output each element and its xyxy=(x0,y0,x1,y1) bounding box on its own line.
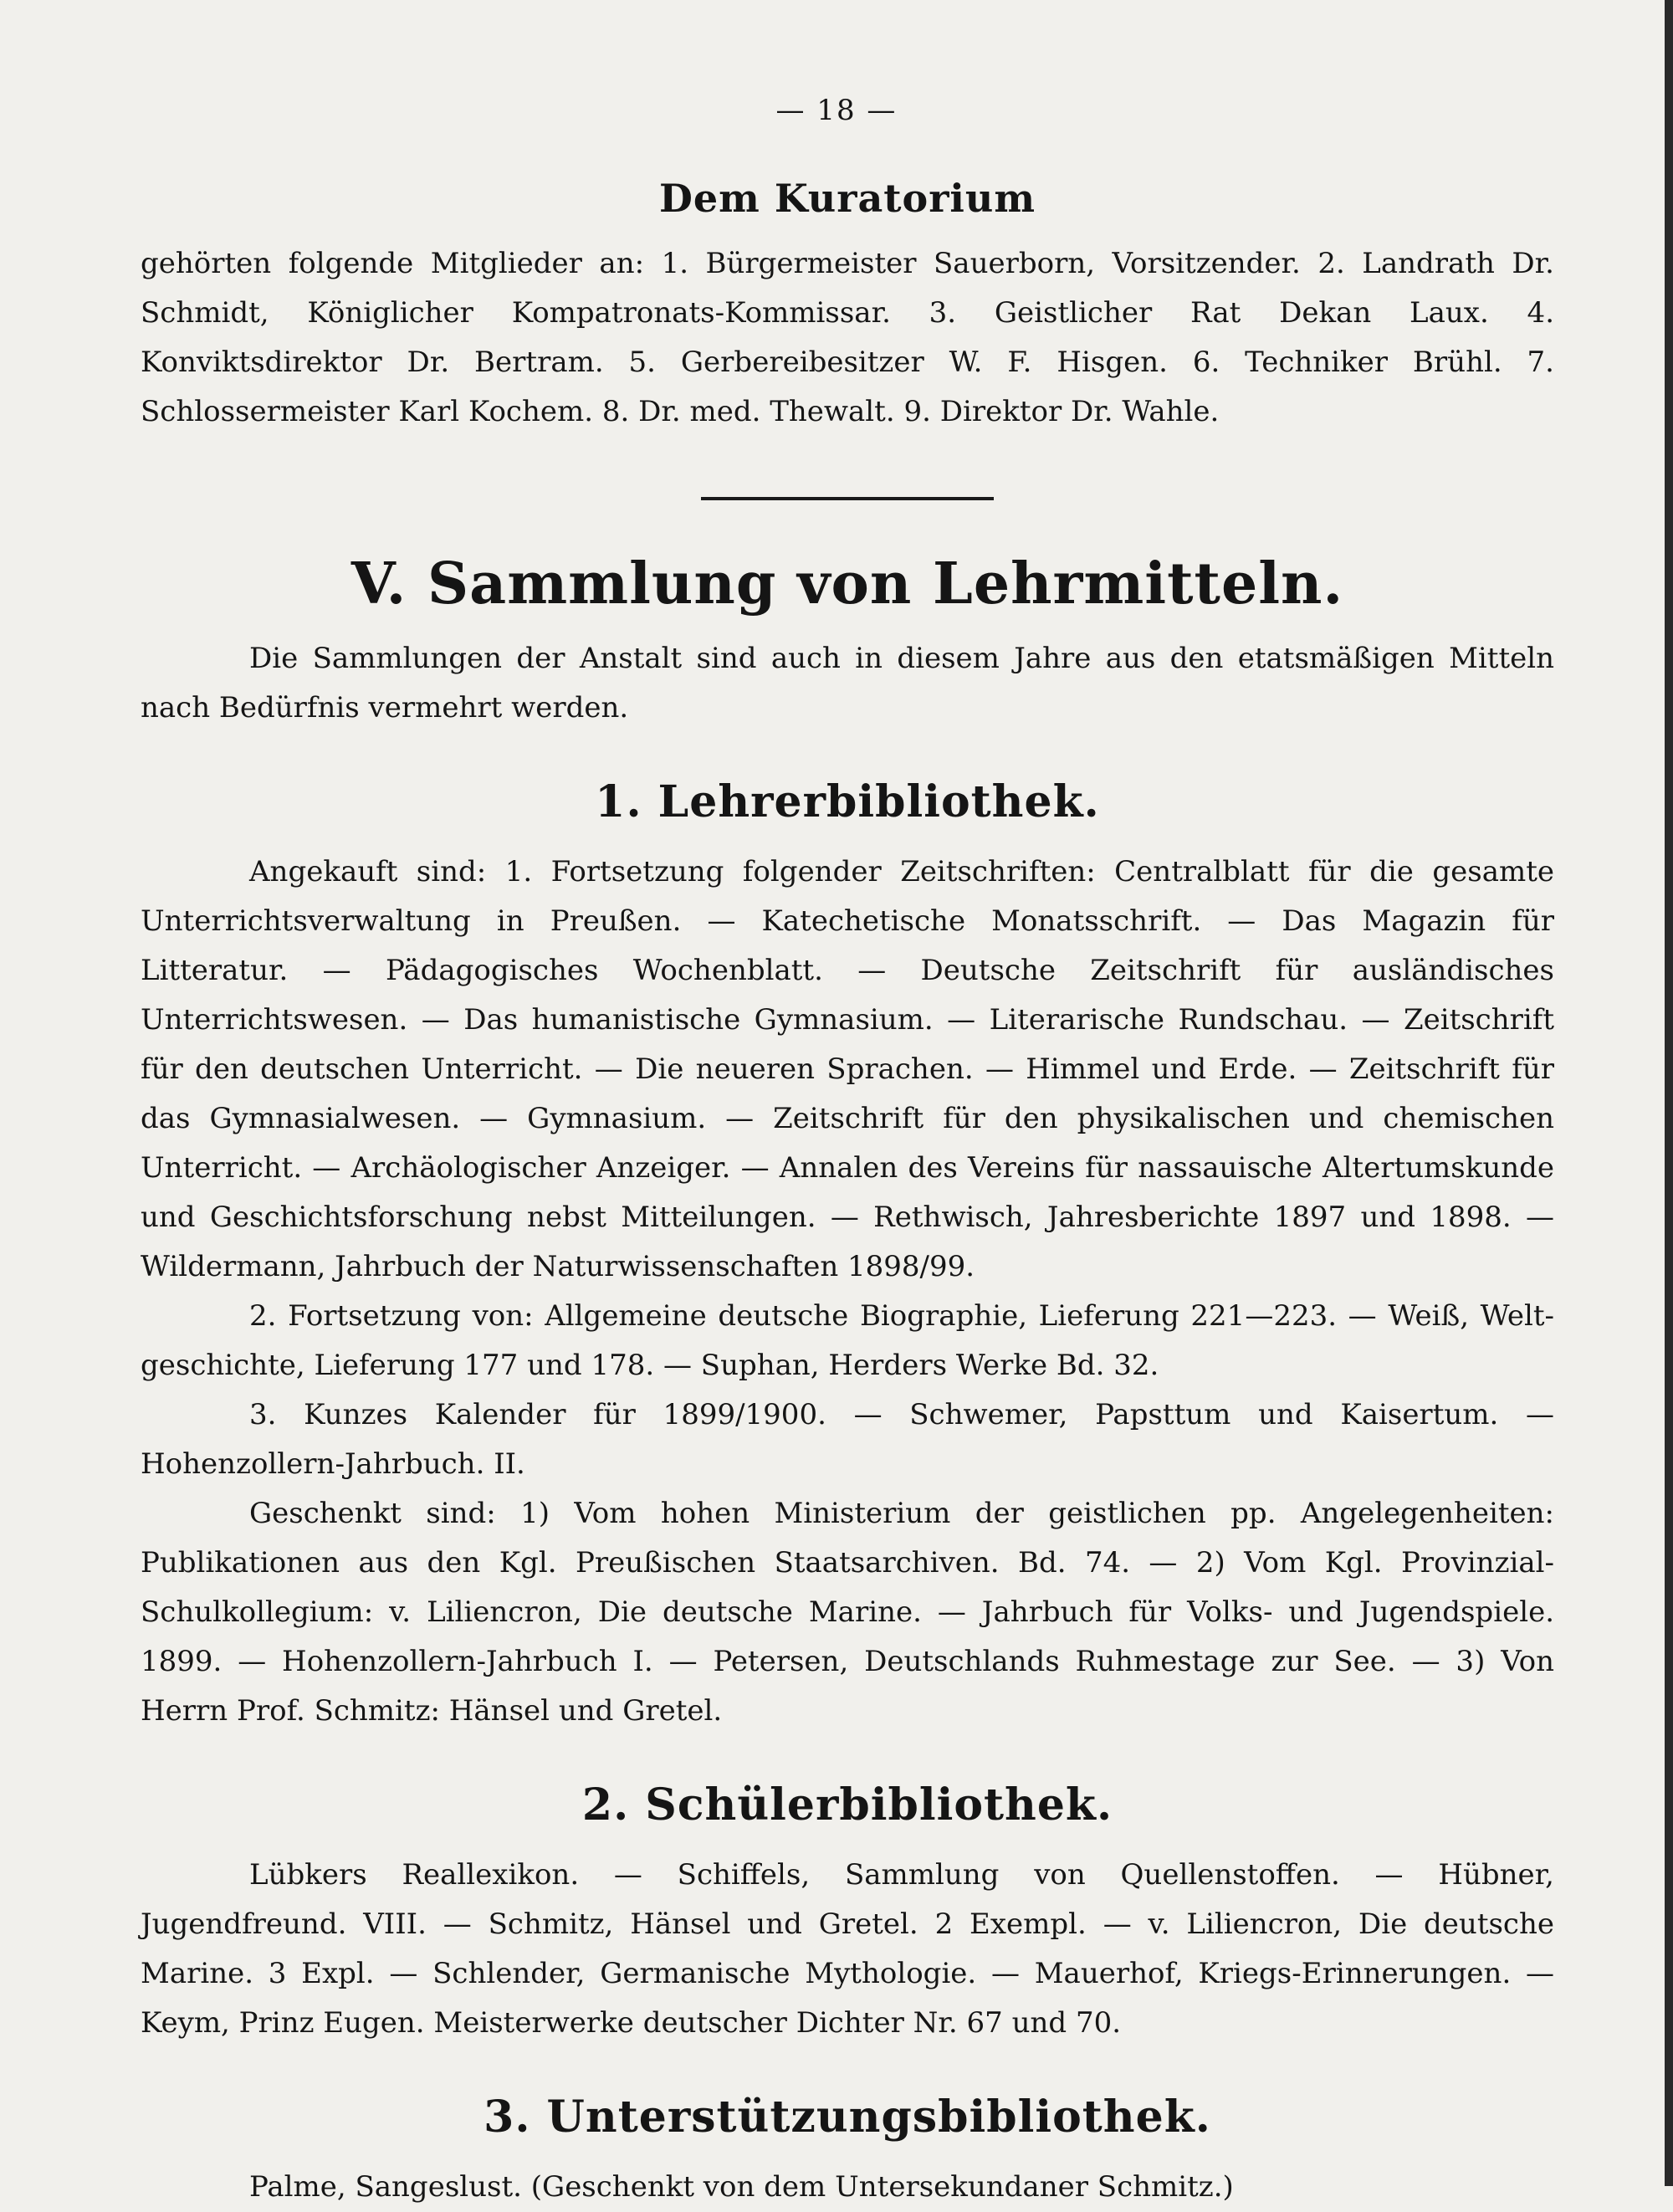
lehrerbibliothek-paragraph: Geschenkt sind: 1) Vom hohen Ministerium der geistlichen pp. Angelegenheiten: Publikationen aus den Kgl. Preußischen Staatsarchiven. Bd. 74. — 2) Vom Kgl. Provinzial-Schulkollegium: v. Liliencron, Die deutsche Marine. — Jahrbuch für Volks- und Jugendspiele. 1899. — Hohenzollern-Jahrbuch I. — Petersen, Deutschlands Ruhmestage zur See. — 3) Von Herrn Prof. Schmitz: Hänsel und Gretel. xyxy=(141,1497,1554,1728)
schuelerbibliothek-text: Lübkers Reallexikon. — Schiffels, Sammlung von Quellenstoffen. — Hübner, Jugendfreund. VIII. — Schmitz, Hänsel und Gretel. 2 Exempl. — v. Liliencron, Die deutsche Marine. 3 Expl. — Schlender, Germanische Mythologie. — Mauerhof, Kriegs-Erinnerungen. — Keym, Prinz Eugen. Meisterwerke deutscher Dichter Nr. 67 und 70. xyxy=(141,1858,1554,2040)
section-v-intro: Die Sammlungen der Anstalt sind auch in diesem Jahre aus den etatsmäßigen Mitteln nach Bedürfnis vermehrt werden. xyxy=(141,642,1554,725)
lehrerbibliothek-paragraph: Angekauft sind: 1. Fortsetzung folgender Zeitschriften: Centralblatt für die gesamte Unterrichtsverwaltung in Preußen. — Katechetische Monatsschrift. — Das Magazin für Litteratur. — Pädagogisches Wochenblatt. — Deutsche Zeitschrift für ausländisches Unterrichtswesen. — Das humanistische Gymnasium. — Literarische Rundschau. — Zeitschrift für den deutschen Unterricht. — Die neueren Sprachen. — Himmel und Erde. — Zeitschrift für das Gymnasialwesen. — Gymnasium. — Zeitschrift für den physikalischen und chemischen Unterricht. — Archäologischer Anzeiger. — Annalen des Vereins für nassauische Altertumskunde und Geschichtsforschung nebst Mitteilungen. — Rethwisch, Jahresberichte 1897 und 1898. — Wildermann, Jahrbuch der Naturwissenschaften 1898/99. xyxy=(141,855,1554,1283)
schuelerbibliothek-heading: 2. Schülerbibliothek. xyxy=(581,1779,1113,1831)
lehrerbibliothek-paragraph: 3. Kunzes Kalender für 1899/1900. — Schwemer, Papsttum und Kaisertum. — Hohenzollern-Jahrbuch. II. xyxy=(141,1398,1554,1481)
lehrerbibliothek-heading: 1. Lehrerbibliothek. xyxy=(595,776,1100,827)
document-body xyxy=(141,176,1554,2212)
page-number: — 18 — xyxy=(775,94,898,127)
lehrerbibliothek-paragraph: 2. Fortsetzung von: Allgemeine deutsche Biographie, Lieferung 221—223. — Weiß, Weltgeschichte, Lieferung 177 und 178. — Suphan, Herders Werke Bd. 32. xyxy=(141,1299,1554,1382)
page-edge xyxy=(1665,0,1673,2186)
section-v-heading: V. Sammlung von Lehrmitteln. xyxy=(350,550,1344,617)
kuratorium-members: gehörten folgende Mitglieder an: 1. Bürgermeister Sauerborn, Vorsitzender. 2. Landrath Dr. Schmidt, Königlicher Kompatronats-Kommissar. 3. Geistlicher Rat Dekan Laux. 4. Konviktsdirektor Dr. Bertram. 5. Gerbereibesitzer W. F. Hisgen. 6. Techniker Brühl. 7. Schlossermeister Karl Kochem. 8. Dr. med. Thewalt. 9. Direktor Dr. Wahle. xyxy=(141,247,1554,428)
section-divider xyxy=(701,497,994,500)
unterstuetzungsbibliothek-heading: 3. Unterstützungsbibliothek. xyxy=(483,2092,1211,2143)
unterstuetzungsbibliothek-text: Palme, Sangeslust. (Geschenkt von dem Untersekundaner Schmitz.) xyxy=(249,2170,1234,2204)
kuratorium-heading: Dem Kuratorium xyxy=(658,176,1036,221)
